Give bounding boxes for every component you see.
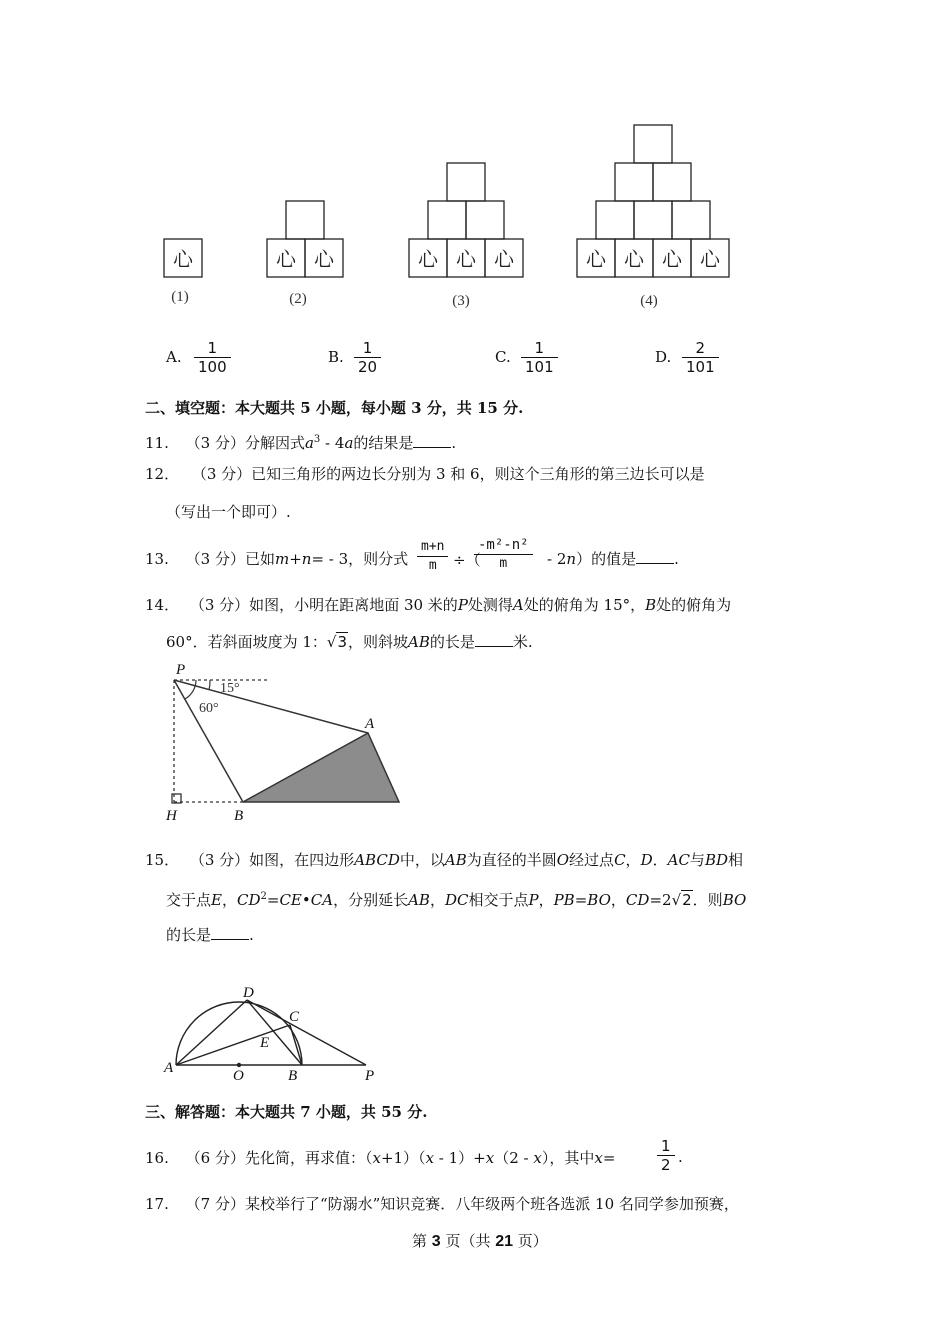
q13-fraction-1 <box>417 538 448 575</box>
q11-answer-blank[interactable] <box>413 433 451 448</box>
option-b-fraction <box>354 339 381 376</box>
pyramid-cell: 心 <box>314 247 334 271</box>
option-b-num: 1 <box>354 339 381 358</box>
semicircle-arc <box>176 1002 302 1065</box>
q16-end: . <box>678 1148 683 1166</box>
q15-dot: • <box>301 891 311 909</box>
figure-label-2: (2) <box>289 291 307 307</box>
q15-answer-blank[interactable] <box>211 925 249 940</box>
q15-number: 15． <box>145 851 180 869</box>
q15-l1e: ， <box>625 851 641 869</box>
footer-page-number: 3 <box>431 1233 441 1250</box>
q15-l2b: ， <box>221 891 237 909</box>
q15-l2c: = <box>266 891 280 909</box>
fig14-label-a: A <box>365 716 375 732</box>
fig15-label-e: E <box>260 1035 270 1051</box>
q15-var-p: P <box>528 891 539 909</box>
q14-var-a: A <box>512 596 524 614</box>
footer-suffix: 页） <box>513 1232 548 1250</box>
q15-var-dc: DC <box>444 891 469 909</box>
q12-line2: （写出一个即可）. <box>166 503 291 521</box>
option-b-den: 20 <box>358 358 378 376</box>
q13-div: ÷（ <box>453 551 481 569</box>
q13-tail-row <box>547 549 679 569</box>
q14-var-p: P <box>457 596 468 614</box>
question-14 <box>145 595 731 615</box>
q13-answer-blank[interactable] <box>636 549 674 564</box>
q15-var-ab2: AB <box>408 891 430 909</box>
fig14-label-b: B <box>234 808 244 824</box>
q15-l1g: 与 <box>689 851 705 869</box>
q15-l2a: 交于点 <box>166 891 212 909</box>
q12-line1: （3 分）已知三角形的两边长分别为 3 和 6，则这个三角形的第三边长可以是 <box>191 465 705 483</box>
q13-f2-den: m <box>499 556 508 571</box>
section-2-heading: 二、填空题：本大题共 5 小题，每小题 3 分，共 15 分. <box>145 399 524 417</box>
pyramid-cell: 心 <box>700 247 720 271</box>
q14-line2d: 米. <box>512 633 533 651</box>
q16-frac-den: 2 <box>661 1156 671 1174</box>
q16-d: （2 - <box>494 1149 534 1167</box>
option-d-den: 101 <box>686 358 715 376</box>
figure-14 <box>160 660 420 830</box>
q15-l1h: 相 <box>728 851 744 869</box>
q14-line1d: 处的俯角为 <box>656 596 732 614</box>
fig15-label-o: O <box>233 1068 244 1084</box>
fig15-label-c: C <box>289 1009 300 1025</box>
q13-tail2: ）的值是 <box>576 550 637 568</box>
question-13 <box>145 549 408 569</box>
q14-number: 14． <box>145 596 180 614</box>
q16-number: 16. <box>145 1149 169 1167</box>
q13-tail: - 2 <box>547 550 567 568</box>
fig15-label-p: P <box>365 1068 375 1084</box>
q15-l2g: ， <box>538 891 554 909</box>
q13-end: . <box>674 550 679 568</box>
q15-var-ce: CE <box>279 891 302 909</box>
line-dp <box>247 1000 366 1065</box>
q15-l2d: ，分别延长 <box>333 891 409 909</box>
q15-l2f: 相交于点 <box>468 891 529 909</box>
q16-x3: x <box>485 1149 495 1167</box>
q17-text: （7 分）某校举行了“防溺水”知识竞赛．八年级两个班各选派 10 名同学参加预赛， <box>185 1195 739 1213</box>
q14-line2 <box>166 632 533 652</box>
pyramid-cell: 心 <box>624 247 644 271</box>
q14-var-b: B <box>645 596 657 614</box>
q14-line1c: 处的俯角为 15°， <box>523 596 646 614</box>
q12-number: 12． <box>145 465 180 483</box>
q13-var-n: n <box>301 550 312 568</box>
page-footer <box>412 1230 548 1251</box>
q15-var-cd2: CD <box>625 891 650 909</box>
figure-label-1: (1) <box>171 289 189 305</box>
fig15-label-d: D <box>243 985 254 1001</box>
q13-f2-num: -m²-n² <box>474 536 533 555</box>
q16-frac-num: 1 <box>657 1137 675 1156</box>
q15-l2i: ， <box>610 891 626 909</box>
q15-var-bo2: BO <box>722 891 747 909</box>
option-c-fraction <box>521 339 558 376</box>
pyramid-cell: 心 <box>662 247 682 271</box>
option-c-letter: C. <box>495 348 511 366</box>
q15-l2h: = <box>574 891 588 909</box>
q11-mid: - 4 <box>320 434 345 452</box>
option-c-den: 101 <box>525 358 554 376</box>
q15-sqrt: √2 <box>671 891 692 909</box>
q11-var-a: a <box>304 434 314 452</box>
q14-sqrt: √3 <box>326 633 348 651</box>
q13-var-m: m <box>274 550 290 568</box>
q13-f1-den: m <box>428 558 437 573</box>
q16-x4: x <box>533 1149 542 1167</box>
q15-var-c: C <box>614 851 626 869</box>
figure-label-4: (4) <box>640 293 658 309</box>
question-15 <box>145 850 743 870</box>
q16-a: （6 分）先化简，再求值：（ <box>185 1149 373 1167</box>
q15-l3a: 的长是 <box>166 926 212 944</box>
q16-f: = <box>602 1149 616 1167</box>
question-17 <box>145 1194 739 1214</box>
fig15-label-b: B <box>288 1068 298 1084</box>
q15-l1c: 为直径的半圆 <box>466 851 557 869</box>
pyramid-figure <box>150 115 750 315</box>
q15-line3 <box>166 925 254 945</box>
pyramid-cell: 心 <box>173 247 193 271</box>
q13-f1-num: m+n <box>417 538 448 557</box>
q15-l2e: ， <box>429 891 445 909</box>
q14-answer-blank[interactable] <box>475 632 513 647</box>
q15-l1b: 中，以 <box>399 851 445 869</box>
q14-line2a: 60°．若斜面坡度为 1： <box>166 633 327 651</box>
q15-sqrt-value: 2 <box>682 891 692 909</box>
q15-exp: 2 <box>260 891 267 902</box>
pyramid-cell: 心 <box>586 247 606 271</box>
q15-l3b: . <box>249 926 254 944</box>
q13-lead: （3 分）已如 <box>185 550 275 568</box>
q14-var-ab: AB <box>408 633 430 651</box>
q15-var-pb: PB <box>553 891 575 909</box>
q15-var-abcd: ABCD <box>354 851 400 869</box>
q14-line1a: （3 分）如图，小明在距离地面 30 米的 <box>189 596 458 614</box>
q15-l1a: （3 分）如图，在四边形 <box>189 851 355 869</box>
pyramid-cell: 心 <box>494 247 514 271</box>
q15-l1f: ． <box>652 851 668 869</box>
option-c-num: 1 <box>521 339 558 358</box>
question-12 <box>145 464 705 484</box>
fig15-label-a: A <box>164 1060 174 1076</box>
option-a-den: 100 <box>198 358 227 376</box>
pyramid-cell: 心 <box>418 247 438 271</box>
q16-c: - 1）+ <box>434 1149 486 1167</box>
q11-end: . <box>451 434 457 452</box>
q16-x2: x <box>425 1149 435 1167</box>
q11-exponent: 3 <box>313 434 321 445</box>
option-d-letter: D. <box>655 348 672 366</box>
option-d-num: 2 <box>682 339 719 358</box>
question-16 <box>145 1148 615 1168</box>
pyramid-cell: 心 <box>456 247 476 271</box>
q16-fraction <box>657 1137 675 1174</box>
slope-shaded-triangle <box>243 733 399 802</box>
footer-prefix: 第 <box>412 1232 432 1250</box>
q14-line2c: 的长是 <box>429 633 475 651</box>
q14-line2b: ，则斜坡 <box>348 633 409 651</box>
option-d-fraction <box>682 339 719 376</box>
q12-line2-row <box>166 502 291 522</box>
q11-points: （3 分）分解因式 <box>185 434 305 452</box>
figure-label-3: (3) <box>452 293 470 309</box>
option-a-fraction <box>194 339 231 376</box>
q14-sqrt-value: 3 <box>337 633 348 651</box>
q15-var-d: D <box>640 851 653 869</box>
pyramid-cell: 心 <box>276 247 296 271</box>
q13-eq: = - 3，则分式 <box>311 550 409 568</box>
q16-x5: x <box>594 1149 603 1167</box>
q16-x1: x <box>372 1149 381 1167</box>
section-3-heading: 三、解答题：本大题共 7 小题，共 55 分. <box>145 1103 428 1121</box>
fig14-label-p: P <box>176 662 186 678</box>
q16-b: +1）（ <box>380 1149 426 1167</box>
q15-var-ab: AB <box>444 851 467 869</box>
q13-fraction-2 <box>474 536 533 573</box>
q17-number: 17. <box>145 1195 169 1213</box>
q11-number: 11. <box>145 434 169 452</box>
footer-mid: 页（共 <box>440 1232 496 1250</box>
q15-l1d: 经过点 <box>569 851 615 869</box>
q14-line1b: 处测得 <box>467 596 513 614</box>
figure-15 <box>160 980 390 1085</box>
fig14-angle-15: 15° <box>220 681 240 696</box>
footer-total-pages: 21 <box>495 1233 514 1250</box>
q15-var-e: E <box>211 891 222 909</box>
q11-tail: 的结果是 <box>353 434 414 452</box>
q15-var-ac: AC <box>667 851 690 869</box>
fig14-label-h: H <box>166 808 177 824</box>
q15-line2 <box>166 887 746 910</box>
q15-var-cd: CD <box>236 891 261 909</box>
q16-e: ），其中 <box>541 1149 595 1167</box>
q13-plus: + <box>289 550 302 568</box>
center-point-o <box>237 1063 241 1067</box>
q15-l2j: =2 <box>649 891 672 909</box>
line-pb <box>174 680 243 802</box>
q15-l2k: ．则 <box>692 891 723 909</box>
q13-var-n2: n <box>566 550 577 568</box>
angle-arc-15 <box>209 680 210 690</box>
line-cb <box>290 1025 302 1065</box>
option-b-letter: B. <box>328 348 344 366</box>
option-a-letter: A. <box>166 348 182 366</box>
q15-var-o: O <box>556 851 570 869</box>
q11-var-a2: a <box>344 434 354 452</box>
line-ad <box>176 1000 247 1065</box>
question-11 <box>145 430 456 453</box>
option-a-num: 1 <box>194 339 231 358</box>
q15-var-bo: BO <box>587 891 611 909</box>
q15-var-ca: CA <box>310 891 334 909</box>
q13-number: 13. <box>145 550 169 568</box>
fig14-angle-60: 60° <box>199 701 219 716</box>
q15-var-bd: BD <box>704 851 728 869</box>
